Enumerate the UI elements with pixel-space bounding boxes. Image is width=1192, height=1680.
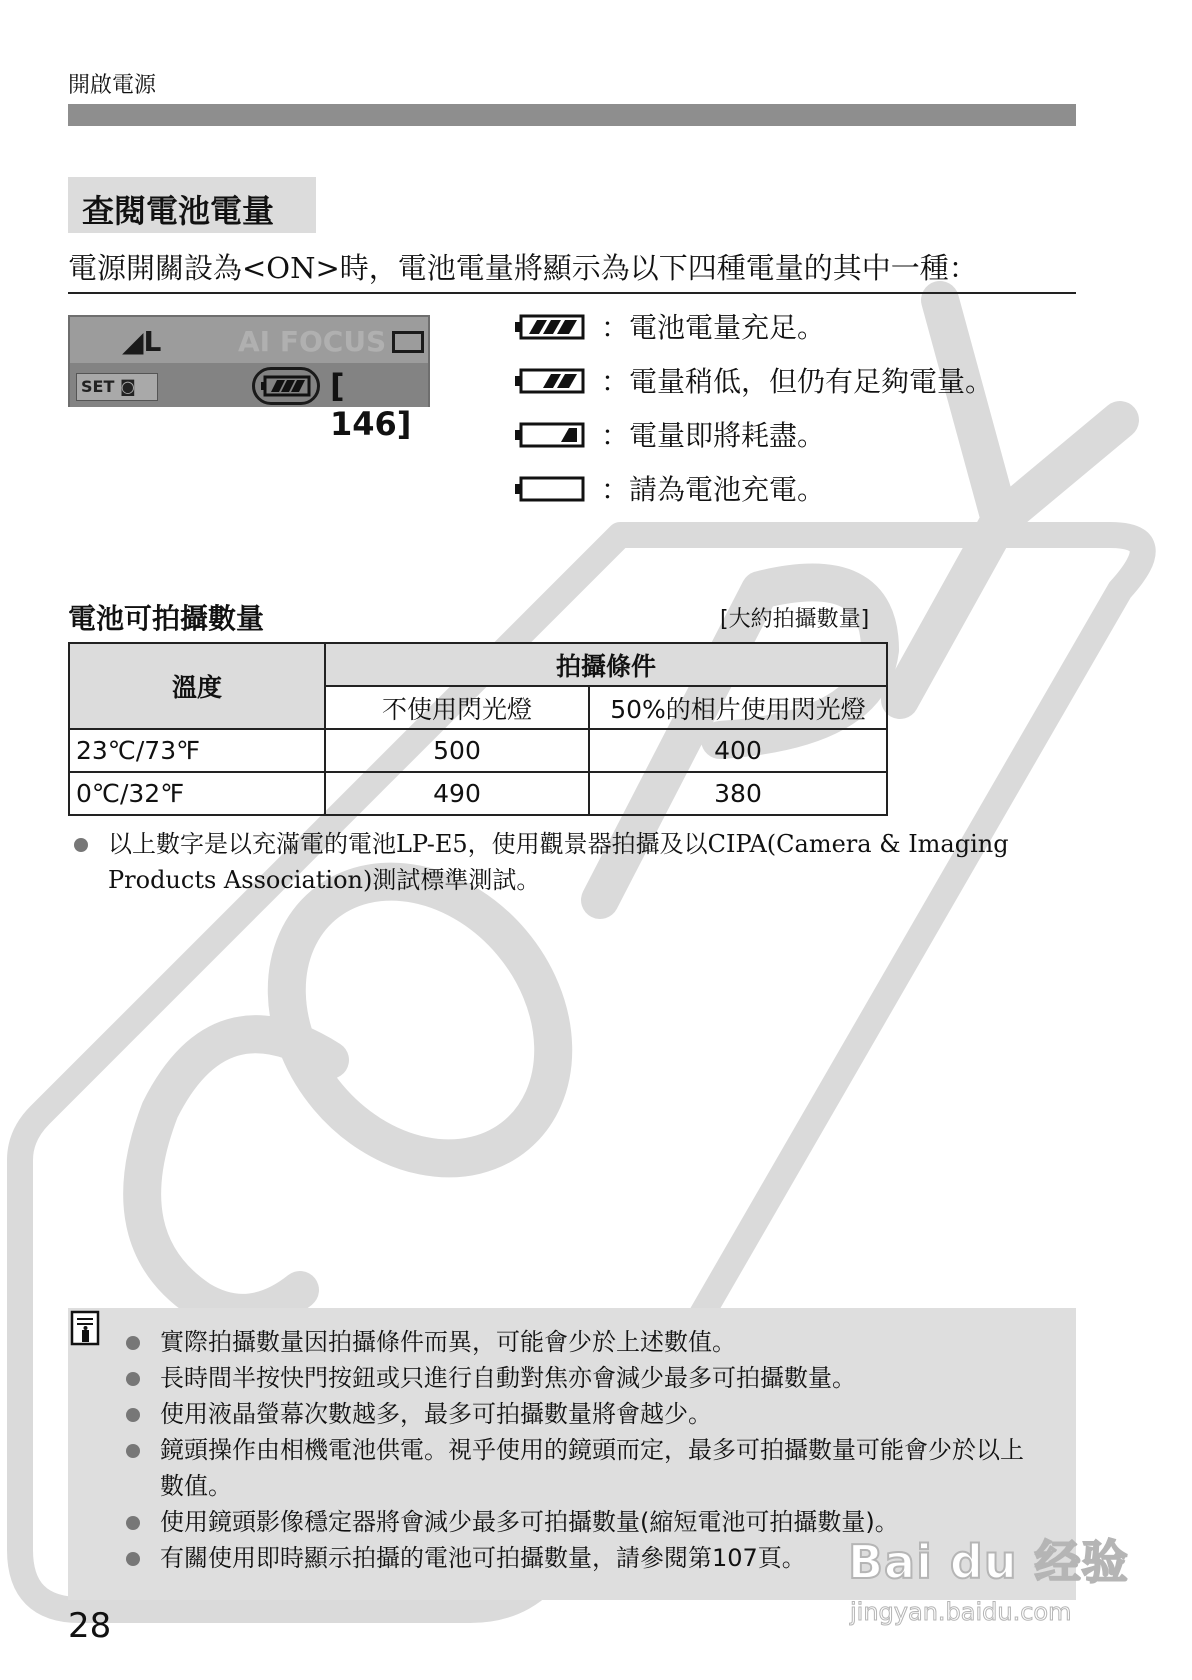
cell-no-flash: 500	[325, 729, 589, 772]
cell-no-flash: 490	[325, 772, 589, 815]
battery-level-item	[515, 468, 1075, 516]
list-item	[126, 1396, 1046, 1432]
battery-one-third-icon	[515, 422, 585, 448]
note-text: 實際拍攝數量因拍攝條件而異，可能會少於上述數值。	[160, 1328, 736, 1356]
note-text: 鏡頭操作由相機電池供電。視乎使用的鏡頭而定，最多可拍攝數量可能會少於以上數值。	[160, 1436, 1024, 1500]
lcd-panel-illustration	[68, 315, 430, 443]
note-text: 使用鏡頭影像穩定器將會減少最多可拍攝數量(縮短電池可拍攝數量)。	[160, 1508, 899, 1536]
image-quality-icon: ◢L	[122, 325, 162, 358]
battery-two-thirds-icon	[515, 368, 585, 394]
battery-full-icon	[515, 314, 585, 340]
list-item	[126, 1324, 1046, 1360]
bullet-icon	[74, 838, 88, 852]
battery-level-text: ：請為電池充電。	[601, 473, 826, 506]
note-text: 長時間半按快門按鈕或只進行自動對焦亦會減少最多可拍攝數量。	[160, 1364, 856, 1392]
battery-level-text: ：電池電量充足。	[601, 311, 826, 344]
set-button-icon: SET ◙	[76, 373, 158, 401]
table-header-row	[69, 643, 887, 686]
note-text: 使用液晶螢幕次數越多，最多可拍攝數量將會越少。	[160, 1400, 712, 1428]
cell-flash-50: 380	[589, 772, 887, 815]
capacity-note: [大約拍攝數量]	[720, 607, 870, 632]
baidu-jingyan-logo: Bai du 经验	[848, 1535, 1129, 1589]
bullet-icon	[126, 1516, 140, 1530]
section-title: 查閱電池電量	[82, 192, 275, 230]
battery-full-icon	[261, 375, 311, 397]
cipa-note-text: 以上數字是以充滿電的電池LP-E5，使用觀景器拍攝及以CIPA(Camera & Imaging Products Association)測試標準測試。	[108, 830, 1009, 894]
bullet-icon	[126, 1408, 140, 1422]
battery-level-text: ：電量即將耗盡。	[601, 419, 826, 452]
cell-temp: 0℃/32℉	[69, 772, 325, 815]
header-flash-50: 50%的相片使用閃光燈	[589, 686, 887, 729]
header-no-flash: 不使用閃光燈	[325, 686, 589, 729]
af-mode-label: AI FOCUS	[238, 325, 387, 358]
memo-icon	[70, 1310, 100, 1346]
cipa-note	[68, 826, 1078, 898]
battery-level-item	[515, 414, 1075, 462]
list-item	[126, 1360, 1046, 1396]
section-title-box	[68, 177, 316, 233]
list-item	[126, 1432, 1046, 1504]
table-row	[69, 772, 887, 815]
baidu-jingyan-url: jingyan.baidu.com	[850, 1598, 1072, 1626]
bullet-icon	[126, 1372, 140, 1386]
battery-indicator-highlight	[252, 367, 320, 405]
battery-level-item	[515, 306, 1075, 354]
bullet-icon	[126, 1552, 140, 1566]
bullet-icon	[126, 1336, 140, 1350]
battery-level-item	[515, 360, 1075, 408]
header-conditions: 拍攝條件	[325, 643, 887, 686]
shots-remaining: [ 146]	[330, 367, 412, 443]
header-bar	[68, 104, 1076, 126]
header-section-title: 開啟電源	[68, 73, 157, 98]
bullet-icon	[126, 1444, 140, 1458]
drive-mode-icon	[392, 331, 424, 353]
battery-level-text: ：電量稍低，但仍有足夠電量。	[601, 365, 994, 398]
battery-empty-icon	[515, 476, 585, 502]
capacity-title: 電池可拍攝數量	[68, 602, 265, 635]
table-row	[69, 729, 887, 772]
header-temperature: 溫度	[69, 643, 325, 729]
intro-divider	[68, 292, 1076, 294]
note-text: 有關使用即時顯示拍攝的電池可拍攝數量，請參閱第107頁。	[160, 1544, 806, 1572]
intro-text: 電源開關設為<ON>時，電池電量將顯示為以下四種電量的其中一種：	[68, 251, 978, 285]
cell-temp: 23℃/73℉	[69, 729, 325, 772]
page-number: 28	[68, 1606, 112, 1646]
cell-flash-50: 400	[589, 729, 887, 772]
capacity-table	[68, 642, 888, 816]
